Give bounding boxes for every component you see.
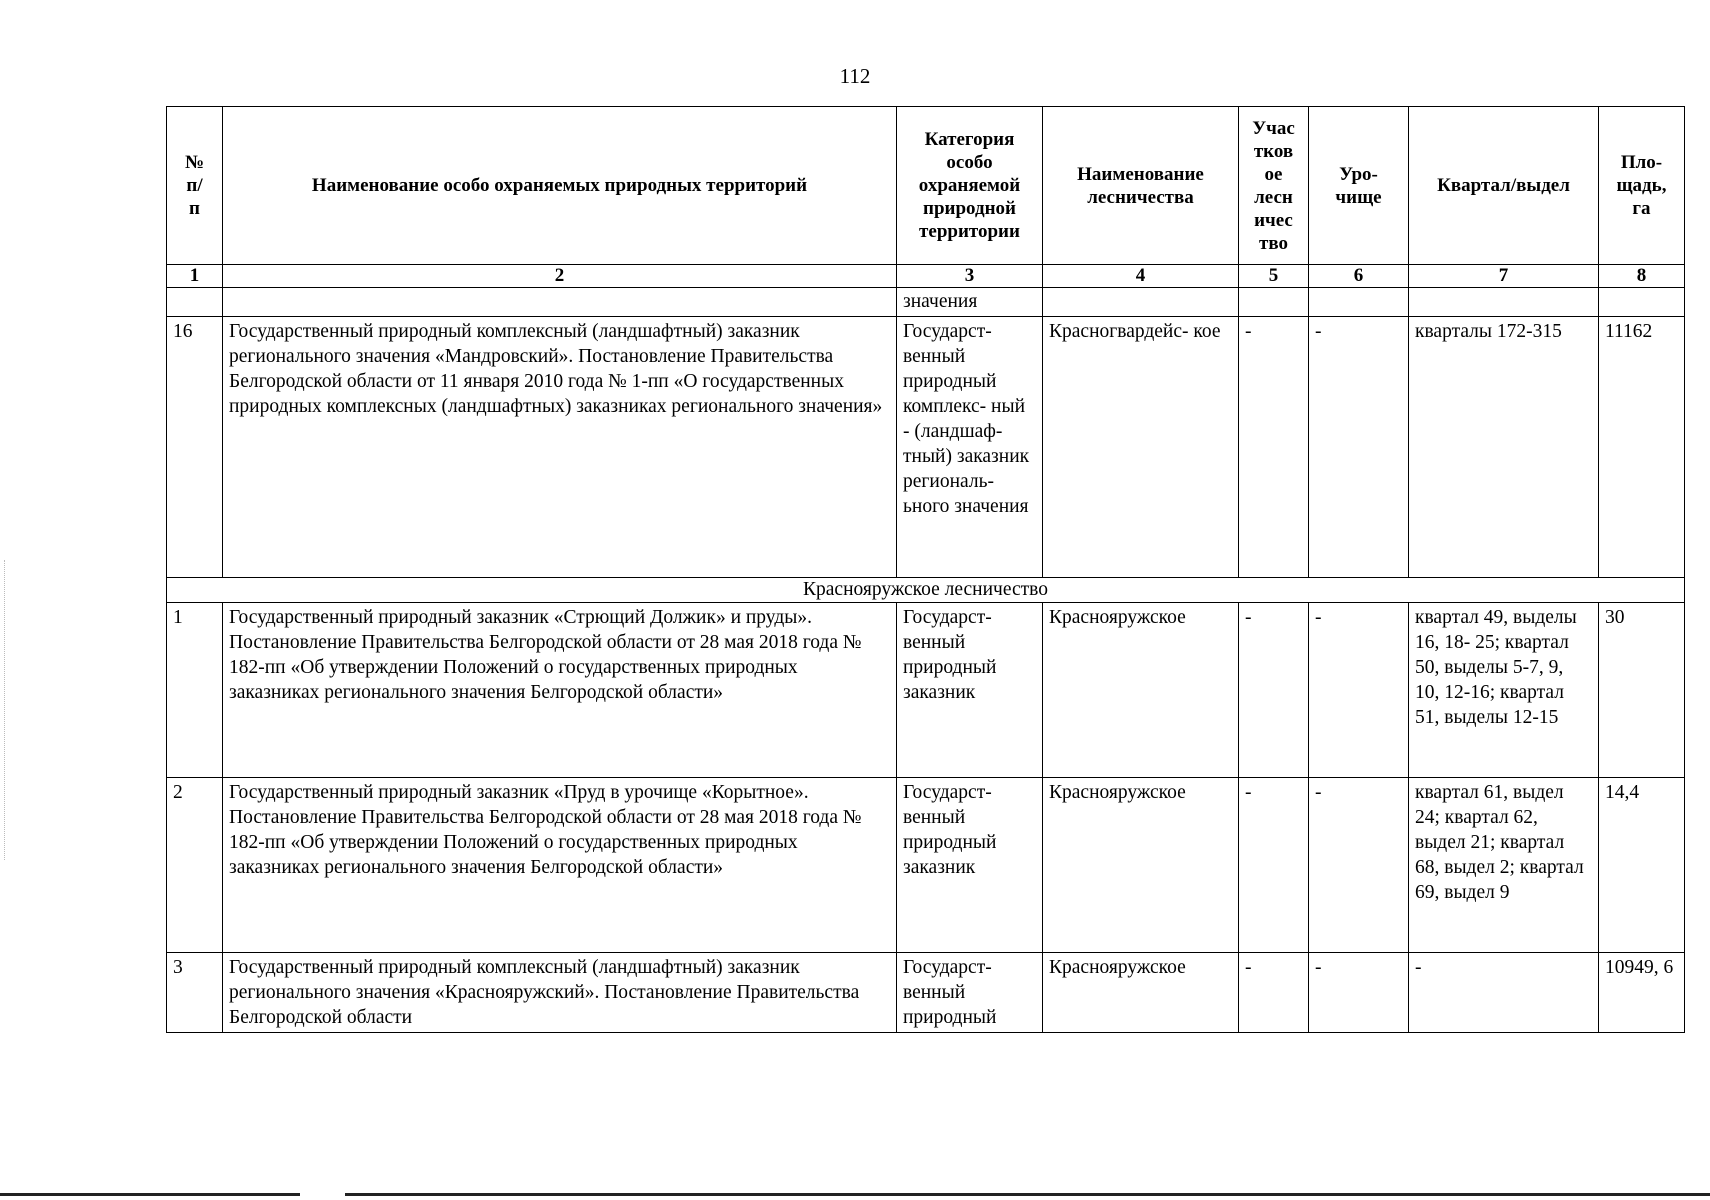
- row-tract: -: [1309, 953, 1409, 1033]
- row-name: Государственный природный комплексный (ландшафтный) заказник регионального значения «Мандровский». Постановление Правительства Белгородской области от 11 января 2010 года № 1-пп «О государственных природных комплексных (ландшафтных) заказниках регионального значения»: [223, 317, 897, 578]
- row-area: 11162: [1599, 317, 1685, 578]
- row-category: Государст- венный природный: [897, 953, 1043, 1033]
- row-num: 16: [167, 317, 223, 578]
- column-number: 8: [1599, 265, 1685, 288]
- table-row: [167, 953, 1685, 1033]
- row-forestry: Краснояружское: [1043, 603, 1239, 778]
- column-number: 4: [1043, 265, 1239, 288]
- row-quarter: кварталы 172-315: [1409, 317, 1599, 578]
- header-name: Наименование особо охраняемых природных территорий: [223, 107, 897, 265]
- row-tract: -: [1309, 603, 1409, 778]
- header-num: № п/п: [167, 107, 223, 265]
- row-district: -: [1239, 778, 1309, 953]
- page-number: 112: [839, 64, 871, 88]
- row-forestry: Красногвардейс- кое: [1043, 317, 1239, 578]
- row-district: -: [1239, 953, 1309, 1033]
- scan-margin-mark: [4, 560, 6, 860]
- column-number: 2: [223, 265, 897, 288]
- row-district: -: [1239, 317, 1309, 578]
- row-num: 3: [167, 953, 223, 1033]
- row-num: 2: [167, 778, 223, 953]
- continuation-row: [167, 288, 1685, 317]
- column-numbers-row: [167, 265, 1685, 288]
- row-category: Государст- венный природный заказник: [897, 603, 1043, 778]
- table-row: [167, 317, 1685, 578]
- section-title: Краснояружское лесничество: [167, 578, 1685, 603]
- header-district: Учас тков ое лесн ичес тво: [1239, 107, 1309, 265]
- row-area: 14,4: [1599, 778, 1685, 953]
- protected-areas-table: [166, 106, 1685, 1033]
- section-row: [167, 578, 1685, 603]
- column-number: 5: [1239, 265, 1309, 288]
- row-tract: -: [1309, 317, 1409, 578]
- header-quarter: Квартал/выдел: [1409, 107, 1599, 265]
- header-area: Пло- щадь, га: [1599, 107, 1685, 265]
- column-number: 1: [167, 265, 223, 288]
- table-row: [167, 778, 1685, 953]
- scan-bottom-edge: [0, 1193, 1710, 1196]
- row-forestry: Краснояружское: [1043, 953, 1239, 1033]
- column-number: 6: [1309, 265, 1409, 288]
- continuation-category: значения: [897, 288, 1043, 317]
- row-district: -: [1239, 603, 1309, 778]
- row-name: Государственный природный комплексный (ландшафтный) заказник регионального значения «Краснояружский». Постановление Правительства Белгородской области: [223, 953, 897, 1033]
- row-tract: -: [1309, 778, 1409, 953]
- header-forestry: Наименование лесничества: [1043, 107, 1239, 265]
- row-num: 1: [167, 603, 223, 778]
- row-category: Государст- венный природный заказник: [897, 778, 1043, 953]
- column-number: 7: [1409, 265, 1599, 288]
- row-quarter: квартал 49, выделы 16, 18- 25; квартал 50, выделы 5-7, 9, 10, 12-16; квартал 51, выделы 12-15: [1409, 603, 1599, 778]
- row-quarter: квартал 61, выдел 24; квартал 62, выдел 21; квартал 68, выдел 2; квартал 69, выдел 9: [1409, 778, 1599, 953]
- row-name: Государственный природный заказник «Стрющий Должик» и пруды». Постановление Правительства Белгородской области от 28 мая 2018 года № 182-пп «Об утверждении Положений о государственных природных заказниках регионального значения Белгородской области»: [223, 603, 897, 778]
- row-category: Государст- венный природный комплекс- ный - (ландшаф- тный) заказник региональ- ьного значения: [897, 317, 1043, 578]
- row-area: 10949, 6: [1599, 953, 1685, 1033]
- header-category: Категория особо охраняемой природной территории: [897, 107, 1043, 265]
- header-tract: Уро- чище: [1309, 107, 1409, 265]
- table-row: [167, 603, 1685, 778]
- row-quarter: -: [1409, 953, 1599, 1033]
- row-forestry: Краснояружское: [1043, 778, 1239, 953]
- column-number: 3: [897, 265, 1043, 288]
- row-area: 30: [1599, 603, 1685, 778]
- row-name: Государственный природный заказник «Пруд в урочище «Корытное». Постановление Правительства Белгородской области от 28 мая 2018 года № 182-пп «Об утверждении Положений о государственных природных заказниках регионального значения Белгородской области»: [223, 778, 897, 953]
- header-row: [167, 107, 1685, 265]
